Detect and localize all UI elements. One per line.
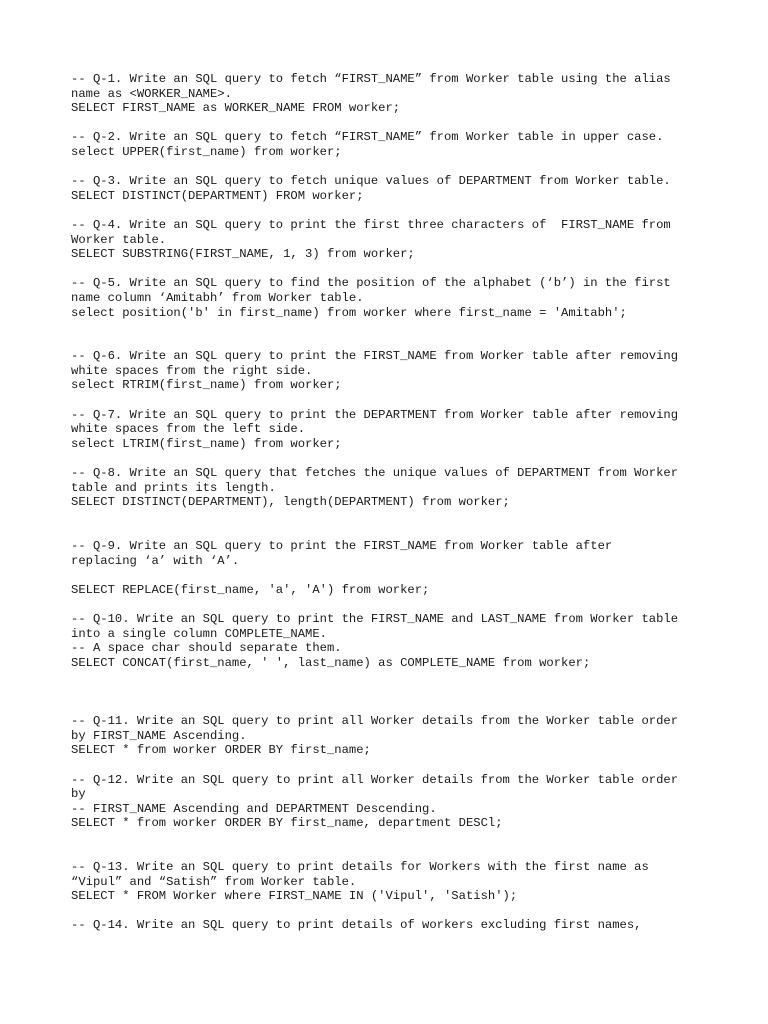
blank-line <box>71 831 731 846</box>
comment-line: -- Q-1. Write an SQL query to fetch “FIRST_NAME” from Worker table using the alias <box>71 72 671 86</box>
comment-line: -- A space char should separate them. <box>71 641 342 656</box>
comment-line: -- FIRST_NAME Ascending and DEPARTMENT Descending. <box>71 801 437 816</box>
blank-line <box>71 510 731 525</box>
sql-statement-line: select RTRIM(first_name) from worker; <box>71 378 342 393</box>
text-line: by FIRST_NAME Ascending. <box>71 728 247 743</box>
blank-line <box>71 845 731 860</box>
text-line: table and prints its length. <box>71 480 276 495</box>
text-line: name as <WORKER_NAME>. <box>71 86 232 101</box>
blank-line <box>71 670 731 685</box>
blank-line <box>71 568 731 583</box>
sql-statement-line: SELECT * FROM Worker where FIRST_NAME IN ('Vipul', 'Satish'); <box>71 889 518 904</box>
blank-line <box>71 524 731 539</box>
text-line: replacing ‘a’ with ‘A’. <box>71 553 240 568</box>
sql-statement-line: SELECT FIRST_NAME as WORKER_NAME FROM worker; <box>71 101 401 116</box>
blank-line <box>71 758 731 773</box>
comment-line: -- Q-10. Write an SQL query to print the FIRST_NAME and LAST_NAME from Worker table <box>71 611 679 626</box>
comment-line: -- Q-6. Write an SQL query to print the FIRST_NAME from Worker table after removing <box>71 349 679 364</box>
sql-statement-line: SELECT * from worker ORDER BY first_name, department DESCl; <box>71 816 503 831</box>
comment-line: -- Q-13. Write an SQL query to print details for Workers with the first name as <box>71 860 649 875</box>
comment-line: -- Q-11. Write an SQL query to print all Worker details from the Worker table order <box>71 714 679 729</box>
text-line: white spaces from the left side. <box>71 422 306 437</box>
text-line: “Vipul” and “Satish” from Worker table. <box>71 874 357 889</box>
comment-line: -- Q-3. Write an SQL query to fetch unique values of DEPARTMENT from Worker table. <box>71 174 671 189</box>
blank-line <box>71 451 731 466</box>
blank-line <box>71 116 731 131</box>
comment-line: -- Q-4. Write an SQL query to print the first three characters of FIRST_NAME from <box>71 217 671 232</box>
blank-line <box>71 904 731 919</box>
comment-line: -- Q-12. Write an SQL query to print all Worker details from the Worker table order <box>71 772 679 787</box>
blank-line <box>71 393 731 408</box>
text-line: white spaces from the right side. <box>71 363 313 378</box>
sql-statement-line: SELECT * from worker ORDER BY first_name; <box>71 743 371 758</box>
blank-line <box>71 320 731 335</box>
sql-statement-line: SELECT SUBSTRING(FIRST_NAME, 1, 3) from worker; <box>71 247 415 262</box>
blank-line <box>71 203 731 218</box>
sql-statement-line: select position('b' in first_name) from worker where first_name = 'Amitabh'; <box>71 305 627 320</box>
blank-line <box>71 597 731 612</box>
comment-line: -- Q-8. Write an SQL query that fetches the unique values of DEPARTMENT from Worker <box>71 466 679 481</box>
sql-statement-line: SELECT REPLACE(first_name, 'a', 'A') from worker; <box>71 582 430 597</box>
blank-line <box>71 335 731 350</box>
sql-statement-line: SELECT DISTINCT(DEPARTMENT), length(DEPARTMENT) from worker; <box>71 495 510 510</box>
sql-statement-line: SELECT DISTINCT(DEPARTMENT) FROM worker; <box>71 188 364 203</box>
document-page <box>71 72 731 933</box>
blank-line <box>71 262 731 277</box>
comment-line: -- Q-7. Write an SQL query to print the DEPARTMENT from Worker table after removing <box>71 407 679 422</box>
text-line: into a single column COMPLETE_NAME. <box>71 626 327 641</box>
comment-line: -- Q-2. Write an SQL query to fetch “FIRST_NAME” from Worker table in upper case. <box>71 130 664 145</box>
comment-line: -- Q-5. Write an SQL query to find the position of the alphabet (‘b’) in the first <box>71 276 671 291</box>
text-line: by <box>71 787 86 802</box>
comment-line: -- Q-9. Write an SQL query to print the FIRST_NAME from Worker table after <box>71 539 613 553</box>
text-line: Worker table. <box>71 232 167 247</box>
sql-statement-line: select LTRIM(first_name) from worker; <box>71 436 342 451</box>
comment-line: -- Q-14. Write an SQL query to print details of workers excluding first names, <box>71 918 642 933</box>
blank-line <box>71 700 731 715</box>
blank-line <box>71 160 731 175</box>
sql-statement-line: SELECT CONCAT(first_name, ' ', last_name) as COMPLETE_NAME from worker; <box>71 655 591 670</box>
blank-line <box>71 685 731 700</box>
text-line: name column ‘Amitabh’ from Worker table. <box>71 290 364 305</box>
sql-statement-line: select UPPER(first_name) from worker; <box>71 144 342 159</box>
